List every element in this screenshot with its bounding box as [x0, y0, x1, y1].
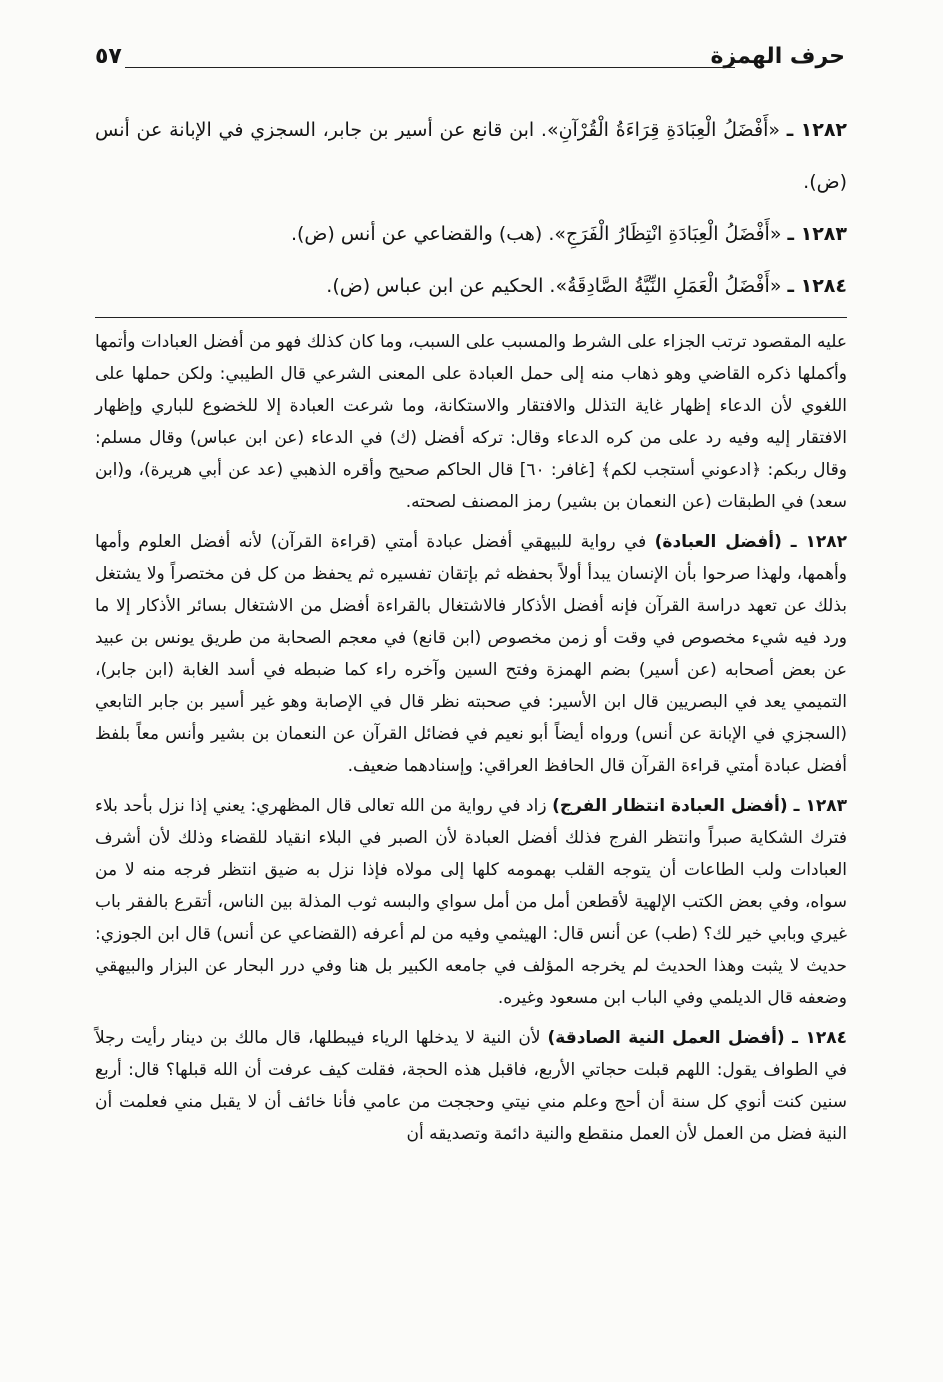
commentary-paragraph [95, 526, 847, 782]
hadith-number: ١٢٨٤ ـ [787, 275, 847, 297]
hadith-entry [95, 260, 847, 312]
commentary-text: عليه المقصود ترتب الجزاء على الشرط والمسبب على السبب، وما كان كذلك فهو من أفضل العبادات وأتمها وأكملها ذكره القاضي وهو ذهاب منه إلى حمل العبادة على المعنى الشرعي قال الطيبي: ولكن حملها على اللغوي لأن الدعاء إظهار غاية التذلل والافتقار والاستكانة، وما شرعت العبادة إلا للخضوع للباري وإظهار الافتقار إليه وفيه رد على من كره الدعاء وقال: تركه أفضل (ك) في الدعاء (عن ابن عباس) وقال مسلم: وقال ربكم: ﴿ادعوني أستجب لكم﴾ [غافر: ٦٠] قال الحاكم صحيح وأقره الذهبي (عد عن أبي هريرة)، و(ابن سعد) في الطبقات (عن النعمان بن بشير) رمز المصنف لصحته. [95, 332, 847, 512]
commentary-paragraph [95, 1022, 847, 1150]
commentary-lead: ١٢٨٢ ـ (أفضل العبادة) [654, 532, 847, 552]
commentary-lead: ١٢٨٣ ـ (أفضل العبادة انتظار الفرج) [552, 796, 847, 816]
commentary-paragraph [95, 326, 847, 518]
footnote-divider [95, 317, 847, 318]
hadith-entry [95, 104, 847, 208]
commentary-text: زاد في رواية من الله تعالى قال المظهري: يعني إذا نزل بأحد بلاء فترك الشكاية صبراً وانتظر الفرج فذلك أفضل العبادة لأن الصبر في البلاء انقياد للقضاء وذلك لأن أشرف العبادات ولب الطاعات أن يتوجه القلب بهمومه كلها إلى مولاه فإذا نزل به ضيق انتظر فرجه منه لا من سواه، وفي بعض الكتب الإلهية لأقطعن أمل من أمل سواي والبسه ثوب المذلة بين الناس، أتقرع بالفقر باب غيري وبابي خير لك؟ (طب) عن أنس قال: الهيثمي وفيه من لم أعرفه (القضاعي عن أنس) قال ابن الجوزي: حديث لا يثبت وهذا الحديث لم يخرجه المؤلف في جامعه الكبير بل هنا وفي درر البحار عن البزار والبيهقي وضعفه قال الديلمي وفي الباب ابن مسعود وغيره. [95, 796, 847, 1008]
hadith-list [95, 104, 847, 312]
running-header [95, 44, 845, 84]
commentary-lead: ١٢٨٤ ـ (أفضل العمل النية الصادقة) [547, 1028, 847, 1048]
commentary-paragraph [95, 790, 847, 1014]
hadith-text: «أَفْضَلُ الْعَمَلِ النِّيَّةُ الصَّادِقَةُ». الحكيم عن ابن عباس (ض). [326, 275, 782, 297]
chapter-title: حرف الهمزة [710, 44, 845, 69]
hadith-entry [95, 208, 847, 260]
header-rule [125, 67, 735, 68]
commentary-text: في رواية للبيهقي أفضل عبادة أمتي (قراءة القرآن) لأنه أفضل العلوم وأمها وأهمها، ولهذا صرحوا بأن الإنسان يبدأ أولاً بحفظه ثم بإتقان تفسيره ثم يحفظ من كل فن مختصراً ولا يشتغل بذلك عن تعهد دراسة القرآن فإنه أفضل الأذكار فالاشتغال بالقراءة أفضل من الاشتغال بسائر الأذكار إلا ما ورد فيه شيء مخصوص في وقت أو زمن مخصوص (ابن قانع) في معجم الصحابة من طريق يونس بن عبيد عن بعض أصحابه (عن أسير) بضم الهمزة وفتح السين وآخره راء كما ضبطه في أسد الغابة (ابن جابر)، التميمي يعد في البصريين قال ابن الأسير: في صحبته نظر قال في الإصابة وهو غير أسير بن جابر التابعي (السجزي في الإبانة عن أنس) ورواه أيضاً أبو نعيم في فضائل القرآن عن النعمان بن بشير وأنس معاً بلفظ أفضل عبادة أمتي قراءة القرآن قال الحافظ العراقي: وإسنادهما ضعيف. [95, 532, 847, 776]
hadith-text: «أَفْضَلُ الْعِبَادَةِ قِرَاءَةُ الْقُرْآنِ». ابن قانع عن أسير بن جابر، السجزي في الإبانة عن أنس (ض). [95, 119, 847, 193]
commentary-text: لأن النية لا يدخلها الرياء فيبطلها، قال مالك بن دينار رأيت رجلاً في الطواف يقول: اللهم قبلت حجاتي الأربع، فاقبل هذه الحجة، فقلت كيف عرفت أن الله قبلها؟ قال: أربع سنين كنت أنوي كل سنة أن أحج وعلم مني نيتي وحججت من عامي فأنا خائف أن لا يقبل مني فعلمت أن النية فضل من العمل لأن العمل منقطع والنية دائمة وتصديقه أن [95, 1028, 847, 1144]
hadith-text: «أَفْضَلُ الْعِبَادَةِ انْتِظَارُ الْفَرَجِ». (هب) والقضاعي عن أنس (ض). [290, 223, 782, 245]
hadith-number: ١٢٨٣ ـ [787, 223, 847, 245]
commentary-section [95, 326, 847, 1158]
page-number: ٥٧ [95, 44, 122, 69]
hadith-number: ١٢٨٢ ـ [786, 119, 848, 141]
